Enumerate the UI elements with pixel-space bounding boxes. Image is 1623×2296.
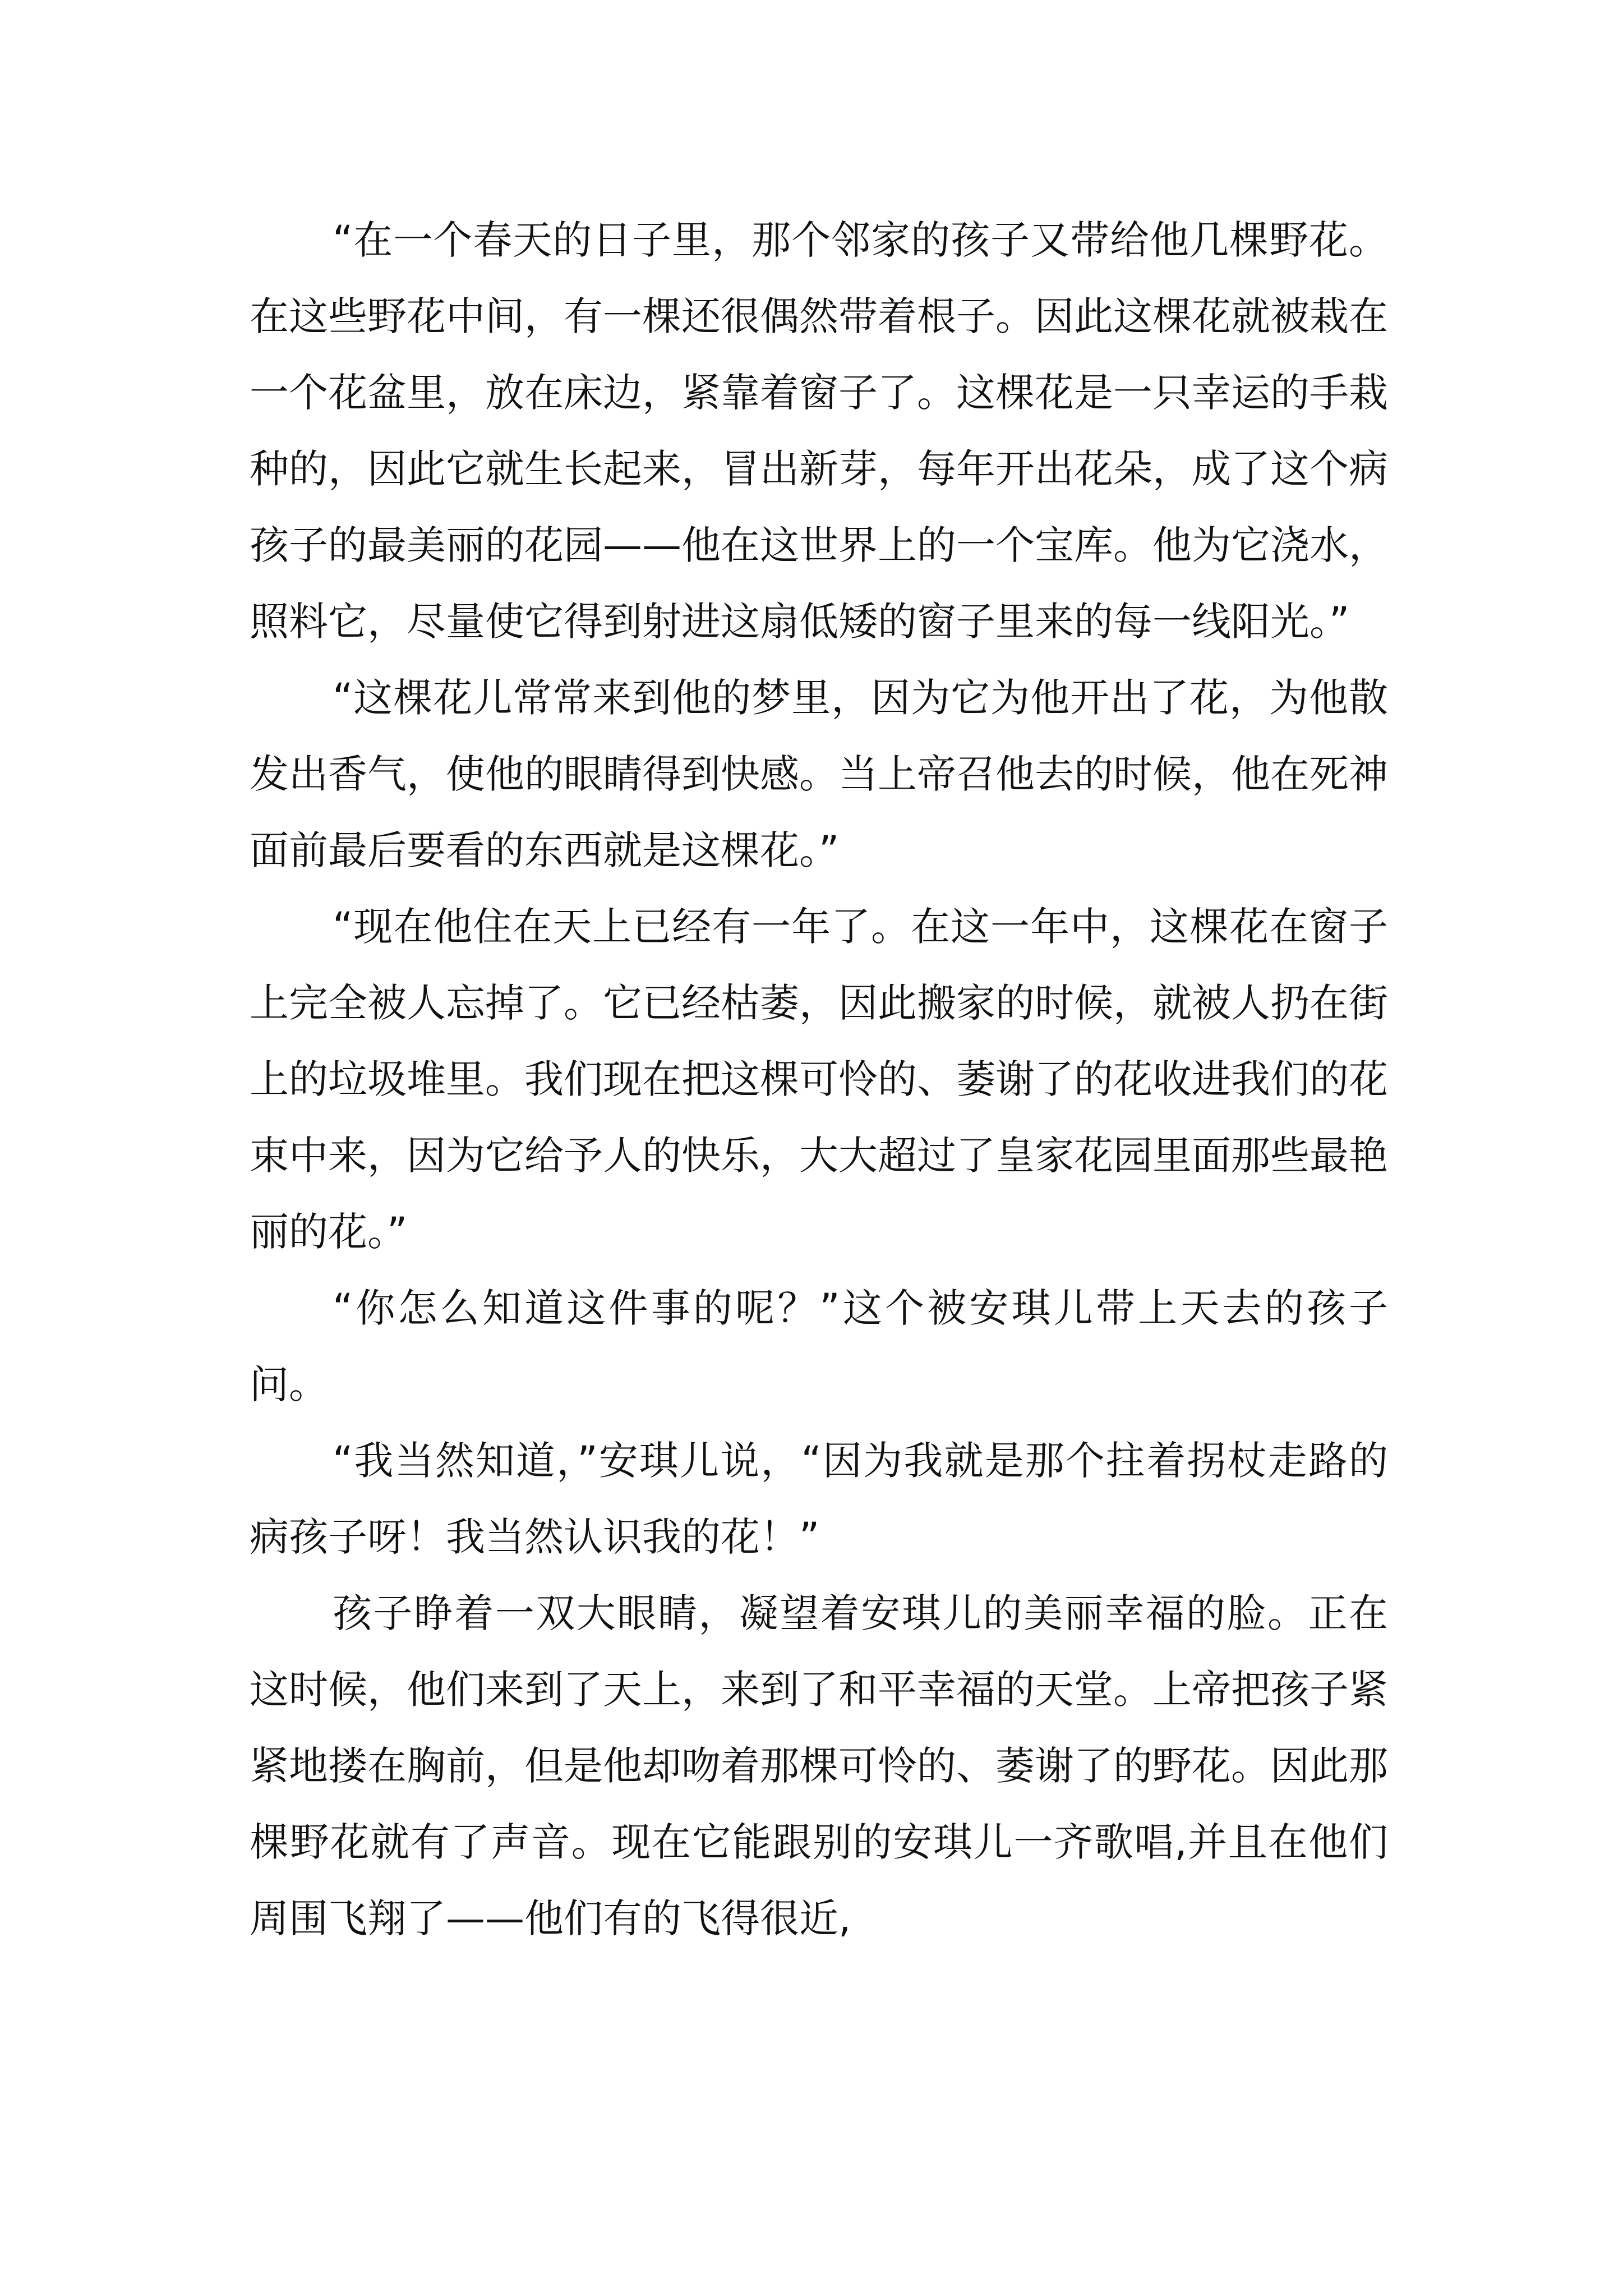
body-text [250, 202, 1388, 1957]
paragraph-3: “现在他住在天上已经有一年了。在这一年中，这棵花在窗子上完全被人忘掉了。它已经枯萎，因此搬家的时候，就被人扔在街上的垃圾堆里。我们现在把这棵可怜的、萎谢了的花收进我们的花束中来，因为它给予人的快乐，大大超过了皇家花园里面那些最艳丽的花。” [250, 904, 1388, 1255]
paragraph-4: “你怎么知道这件事的呢？”这个被安琪儿带上天去的孩子问。 [250, 1285, 1388, 1407]
paragraph-1: “在一个春天的日子里，那个邻家的孩子又带给他几棵野花。在这些野花中间，有一棵还很偶然带着根子。因此这棵花就被栽在一个花盆里，放在床边，紧靠着窗子了。这棵花是一只幸运的手栽种的，因此它就生长起来，冒出新芽，每年开出花朵，成了这个病孩子的最美丽的花园——他在这世界上的一个宝库。他为它浇水，照料它，尽量使它得到射进这扇低矮的窗子里来的每一线阳光。” [250, 217, 1388, 645]
paragraph-6: 孩子睁着一双大眼睛，凝望着安琪儿的美丽幸福的脸。正在这时候，他们来到了天上，来到了和平幸福的天堂。上帝把孩子紧紧地搂在胸前，但是他却吻着那棵可怜的、萎谢了的野花。因此那棵野花就有了声音。现在它能跟别的安琪儿一齐歌唱,并且在他们周围飞翔了——他们有的飞得很近, [250, 1590, 1388, 1941]
paragraph-5: “我当然知道，”安琪儿说，“因为我就是那个拄着拐杖走路的病孩子呀！我当然认识我的花！” [250, 1438, 1388, 1560]
paragraph-2: “这棵花儿常常来到他的梦里，因为它为他开出了花，为他散发出香气，使他的眼睛得到快感。当上帝召他去的时候，他在死神面前最后要看的东西就是这棵花。” [250, 675, 1388, 873]
